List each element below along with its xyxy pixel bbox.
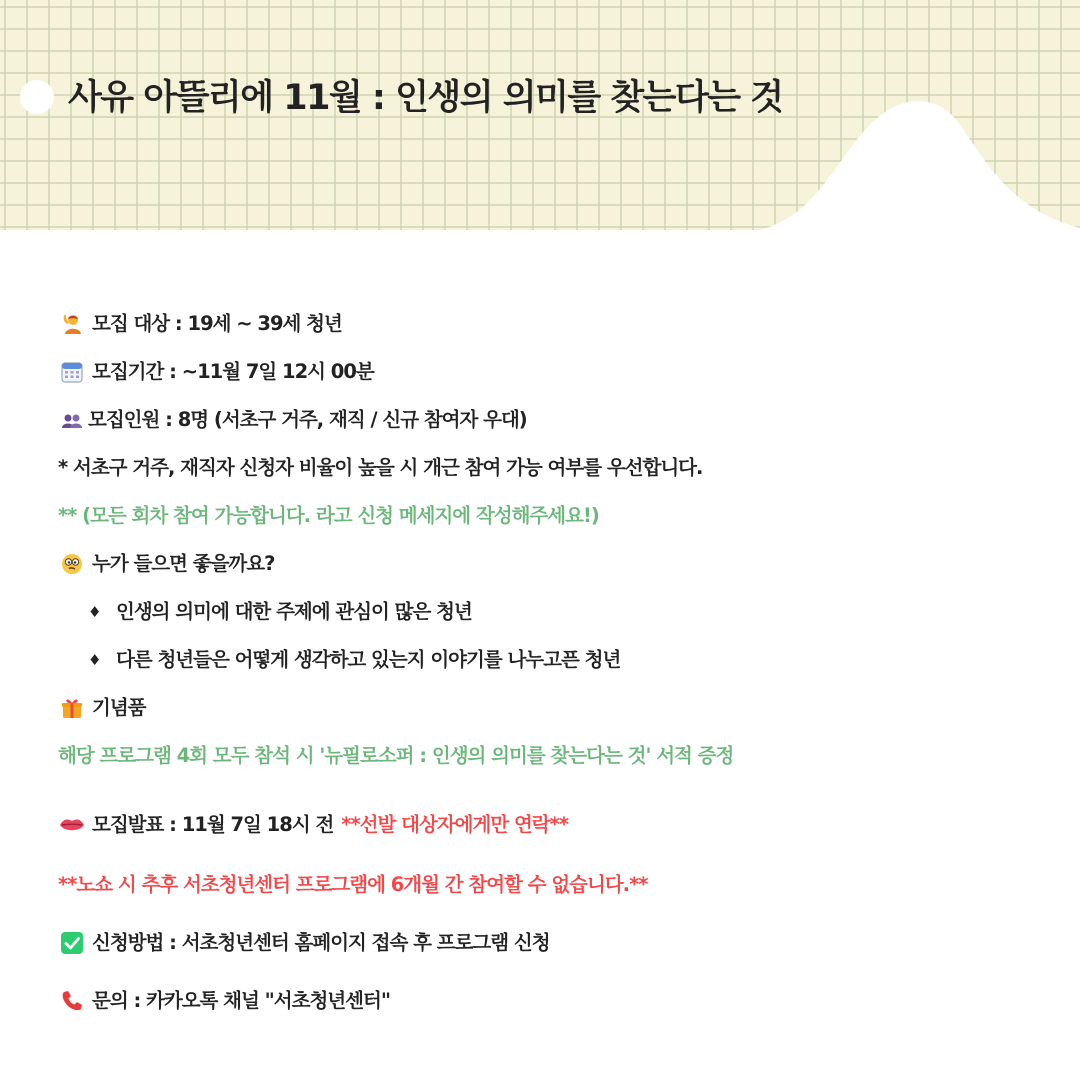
diamond-bullet-icon: ♦ xyxy=(88,603,101,621)
contact-row xyxy=(58,984,390,1018)
recruit-target-text: 모집 대상 : 19세 ~ 39세 청년 xyxy=(92,312,342,335)
apply-method-text: 신청방법 : 서초청년센터 홈페이지 접속 후 프로그램 신청 xyxy=(92,931,550,954)
title-dot xyxy=(20,80,54,114)
recruit-headcount-text: 모집인원 : 8명 (서초구 거주, 재직 / 신규 참여자 우대) xyxy=(88,408,527,431)
apply-method-row xyxy=(58,926,550,960)
who-list-item-text: 인생의 의미에 대한 주제에 관심이 많은 청년 xyxy=(116,600,472,623)
who-list-item-text: 다른 청년들은 어떻게 생각하고 있는지 이야기를 나누고픈 청년 xyxy=(116,648,621,671)
header-banner xyxy=(0,0,1080,230)
who-list-item-2 xyxy=(58,643,620,677)
green-note-row xyxy=(58,499,599,533)
page-title: 사유 아뜰리에 11월 : 인생의 의미를 찾는다는 것 xyxy=(68,78,783,118)
gift-icon xyxy=(58,694,86,722)
gift-detail-row xyxy=(58,739,733,773)
who-heading-text: 누가 들으면 좋을까요? xyxy=(92,552,275,575)
who-heading-row xyxy=(58,547,274,581)
announcement-row xyxy=(58,808,568,842)
priority-note-text: * 서초구 거주, 재직자 신청자 비율이 높을 시 개근 참여 가능 여부를 우선합니다. xyxy=(58,456,703,479)
gift-detail-text: 해당 프로그램 4회 모두 참석 시 '뉴필로소퍼 : 인생의 의미를 찾는다는 것' 서적 증정 xyxy=(58,744,734,767)
calendar-icon xyxy=(58,358,86,386)
noshow-warning-text: **노쇼 시 추후 서초청년센터 프로그램에 6개월 간 참여할 수 없습니다.** xyxy=(58,873,648,896)
diamond-bullet-icon: ♦ xyxy=(88,651,101,669)
green-note-text: ** (모든 회차 참여 가능합니다. 라고 신청 메세지에 작성해주세요!) xyxy=(58,504,599,527)
check-box-icon xyxy=(58,929,86,957)
people-icon xyxy=(58,406,86,434)
thinking-face-icon xyxy=(58,550,86,578)
gift-heading-row xyxy=(58,691,146,725)
priority-note-row xyxy=(58,451,702,485)
lips-icon xyxy=(58,811,86,839)
recruit-headcount-row xyxy=(58,403,527,437)
announcement-red-text: **선발 대상자에게만 연락** xyxy=(341,813,569,836)
phone-icon xyxy=(58,987,86,1015)
noshow-warning-row xyxy=(58,868,647,902)
who-list-item-1 xyxy=(58,595,472,629)
gift-heading-text: 기념품 xyxy=(92,696,146,719)
recruit-period-row xyxy=(58,355,374,389)
recruit-target-row xyxy=(58,307,342,341)
contact-text: 문의 : 카카오톡 채널 "서초청년센터" xyxy=(92,989,390,1012)
raising-hand-icon xyxy=(58,310,86,338)
announcement-text: 모집발표 : 11월 7일 18시 전 xyxy=(92,813,334,836)
recruit-period-text: 모집기간 : ~11월 7일 12시 00분 xyxy=(92,360,374,383)
